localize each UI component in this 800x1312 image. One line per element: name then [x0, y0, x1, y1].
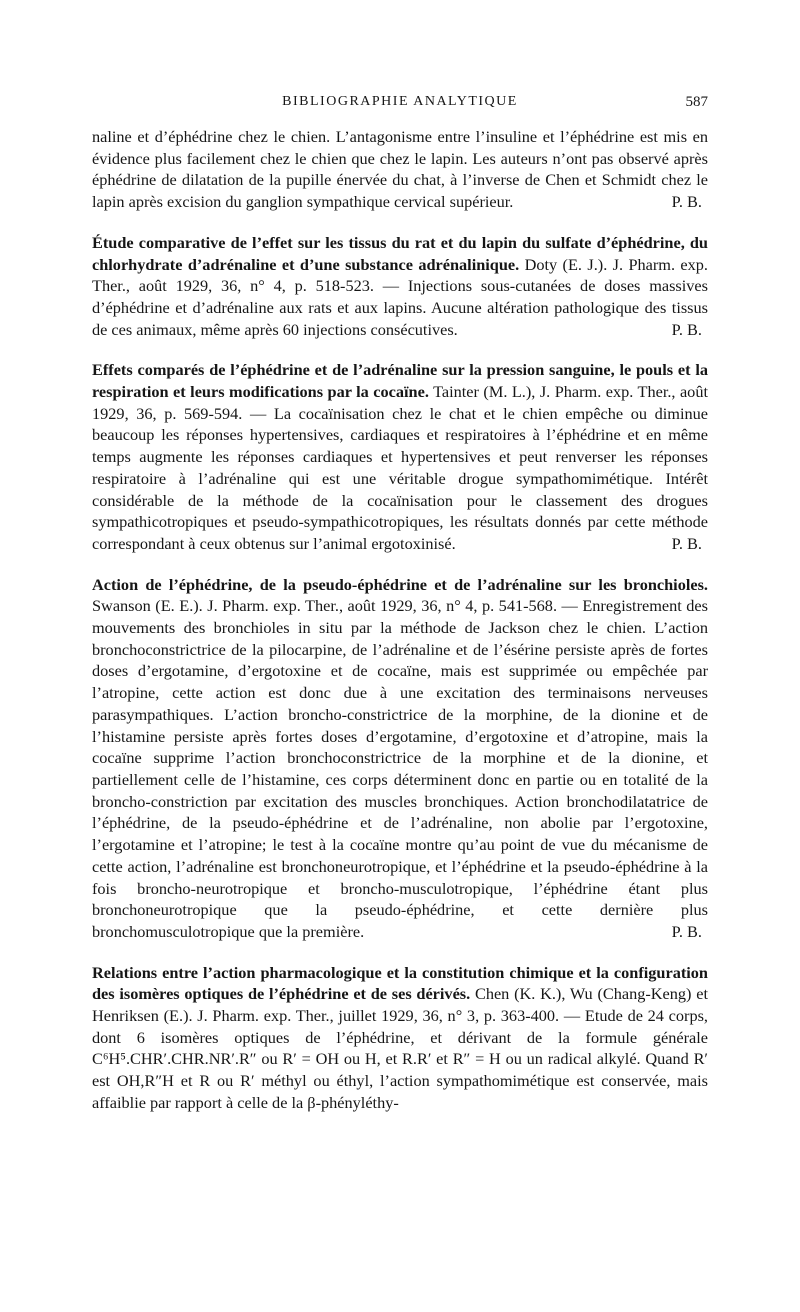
- entry-citation: Doty (E. J.). J. Pharm. exp. Ther., août 1929, 36, n° 4, p. 518-523.: [92, 254, 708, 296]
- entry-title: Effets comparés de l’éphédrine et de l’adrénaline sur la pression sanguine, le pouls et la respiration et leurs modifications par la cocaïne.: [92, 360, 708, 402]
- entry-citation: Tainter (M. L.), J. Pharm. exp. Ther., août 1929, 36, p. 569-594.: [92, 382, 708, 423]
- entry-signature: P. B.: [671, 192, 702, 212]
- bibliography-body: [92, 126, 708, 1133]
- entry-citation: Swanson (E. E.). J. Pharm. exp. Ther., août 1929, 36, n° 4, p. 541-568.: [92, 596, 558, 616]
- entry-signature: P. B.: [671, 319, 702, 339]
- page-number: 587: [685, 94, 708, 110]
- entry-title: Action de l’éphédrine, de la pseudo-éphédrine et de l’adrénaline sur les bronchioles.: [92, 574, 708, 594]
- bibliography-entry: [92, 232, 708, 341]
- bibliography-entry: [92, 359, 708, 554]
- bibliography-entry: [92, 962, 708, 1114]
- running-head: [92, 94, 708, 116]
- bibliography-entry: [92, 126, 708, 213]
- bibliography-entry: [92, 574, 708, 943]
- entry-signature: P. B.: [671, 921, 702, 941]
- entry-abstract: — Injections sous-cutanées de doses massives d’éphédrine et d’adrénaline aux rats et aux lapins. Aucune altération pathologique des tissus de ces animaux, même après 60 injections consécutives.: [92, 276, 708, 339]
- entry-abstract: naline et d’éphédrine chez le chien. L’antagonisme entre l’insuline et l’éphédrine est mis en évidence plus facilement chez le chien que chez le lapin. Les auteurs n’ont pas observé après éphédrine de dilatation de la pupille énervée du chat, à l’inverse de Chen et Schmidt chez le lapin après excision du ganglion sympathique cervical supérieur.: [92, 127, 708, 212]
- entry-title: Relations entre l’action pharmacologique et la constitution chimique et la configuration des isomères optiques de l’éphédrine et de ses dérivés.: [92, 962, 708, 1004]
- entry-title: Étude comparative de l’effet sur les tissus du rat et du lapin du sulfate d’éphédrine, du chlorhydrate d’adrénaline et d’une substance adrénalinique.: [92, 232, 708, 274]
- running-title: BIBLIOGRAPHIE ANALYTIQUE: [282, 94, 518, 109]
- entry-abstract: — Etude de 24 corps, dont 6 isomères optiques de l’éphédrine, et dérivant de la formule générale C⁶H⁵.CHR′.CHR.NR′.R″ ou R′ = OH ou H, et R.R′ et R″ = H ou un radical alkylé. Quand R′ est OH,R″H et R ou R′ méthyl ou éthyl, l’action sympathomimétique est conservée, mais affaiblie par rapport à celle de la β-phényléthy-: [92, 1006, 709, 1112]
- entry-abstract: — La cocaïnisation chez le chat et le chien empêche ou diminue beaucoup les réponses hypertensives, cardiaques et respiratoires à l’éphédrine et en même temps augmente les réponses cardiaques et hypertensives et peut renverser les réponses respiratoire à l’adrénaline qui est une véritable drogue sympathomimétique. Intérêt considérable de la méthode de la cocaïnisation pour le classement des drogues sympathicotropiques et pseudo-sympathicotropiques, les résultats donnés par cette méthode correspondant à ceux obtenus sur l’animal ergotoxinisé.: [92, 403, 709, 553]
- entry-citation: Chen (K. K.), Wu (Chang-Keng) et Henriksen (E.). J. Pharm. exp. Ther., juillet 1929, 36, n° 3, p. 363-400.: [92, 984, 708, 1026]
- entry-signature: P. B.: [671, 533, 702, 553]
- entry-abstract: — Enregistrement des mouvements des bronchioles in situ par la méthode de Jackson chez le chien. L’action bronchoconstrictrice de la pilocarpine, de l’adrénaline et de l’ésérine persiste après de fortes doses d’ergotamine, d’ergotoxine et de cocaïne, mais est supprimée ou empêchée par l’atropine, cette action est donc due à une excitation des terminaisons nerveuses parasympathiques. L’action broncho-constrictrice de la morphine, de la dionine et de l’histamine persiste après fortes doses d’ergotamine, d’ergotoxine et d’atropine, mais la cocaïne supprime l’action bronchoconstrictrice de la morphine et de la dionine, et partiellement celle de l’histamine, ces corps déterminent donc en partie ou en totalité de la broncho-constriction par excitation des muscles bronchiques. Action bronchodilatatrice de l’éphédrine, de la pseudo-éphédrine et de l’adrénaline, non abolie par l’ergotoxine, l’ergotamine et l’atropine; le test à la cocaïne montre qu’au point de vue du mécanisme de cette action, l’adrénaline est bronchoneurotropique, et l’éphédrine et la pseudo-éphédrine à la fois broncho-neurotropique et broncho-musculotropique, l’éphédrine étant plus bronchoneurotropique que la pseudo-éphédrine, et cette dernière plus bronchomusculotropique que la première.: [92, 596, 708, 941]
